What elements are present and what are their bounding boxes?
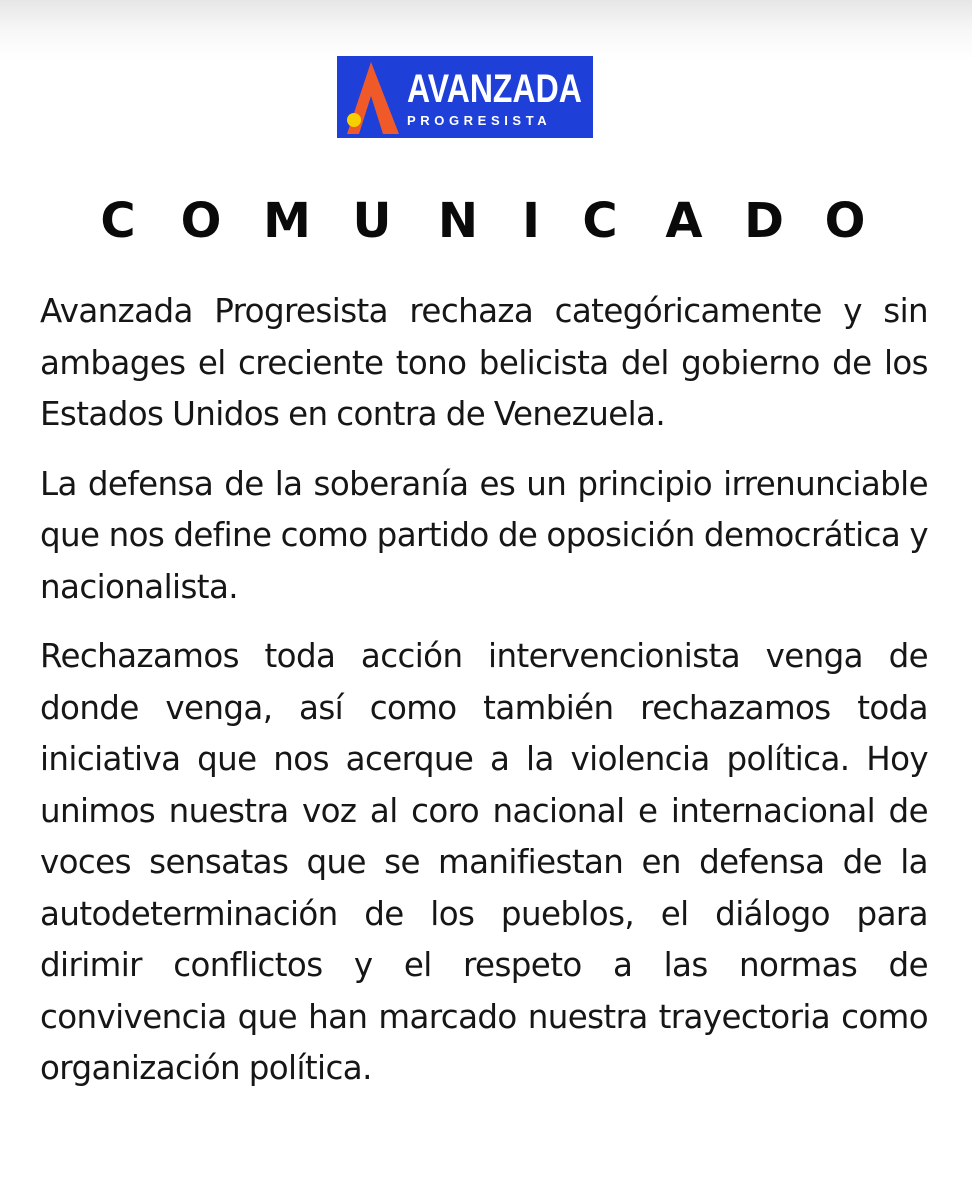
communique-body [40, 286, 928, 1113]
title-letter: A [665, 193, 703, 249]
title-letter: O [824, 193, 866, 249]
title-letter: O [180, 193, 222, 249]
paragraph: Avanzada Progresista rechaza categóricamente y sin ambages el creciente tono belicista del gobierno de los Estados Unidos en contra de Venezuela. [40, 292, 928, 433]
title-letter: N [437, 193, 479, 249]
paragraph: La defensa de la soberanía es un principio irrenunciable que nos define como partido de oposición democrática y nacionalista. [40, 464, 928, 606]
logo-dot [347, 113, 361, 127]
logo-subtitle: PROGRESISTA [407, 113, 552, 128]
title-letter: M [263, 193, 311, 249]
party-logo [337, 56, 593, 138]
title-letter: I [522, 193, 540, 249]
communique-title [0, 188, 972, 258]
logo-triangle-mark [337, 56, 407, 138]
paragraph: Rechazamos toda acción intervencionista venga de donde venga, así como también rechazamos toda iniciativa que nos acerque a la violencia política. Hoy unimos nuestra voz al coro nacional e internacional de voces sensatas que se manifiestan en defensa de la autodeterminación de los pueblos, el diálogo para dirimir conflictos y el respeto a las normas de convivencia que han marcado nuestra trayectoria como organización política. [40, 637, 928, 1087]
logo-word: AVANZADA [407, 67, 582, 111]
title-letter: C [582, 193, 618, 249]
title-letter: C [100, 193, 136, 249]
title-letter: U [352, 193, 392, 249]
title-letter: D [744, 193, 784, 249]
